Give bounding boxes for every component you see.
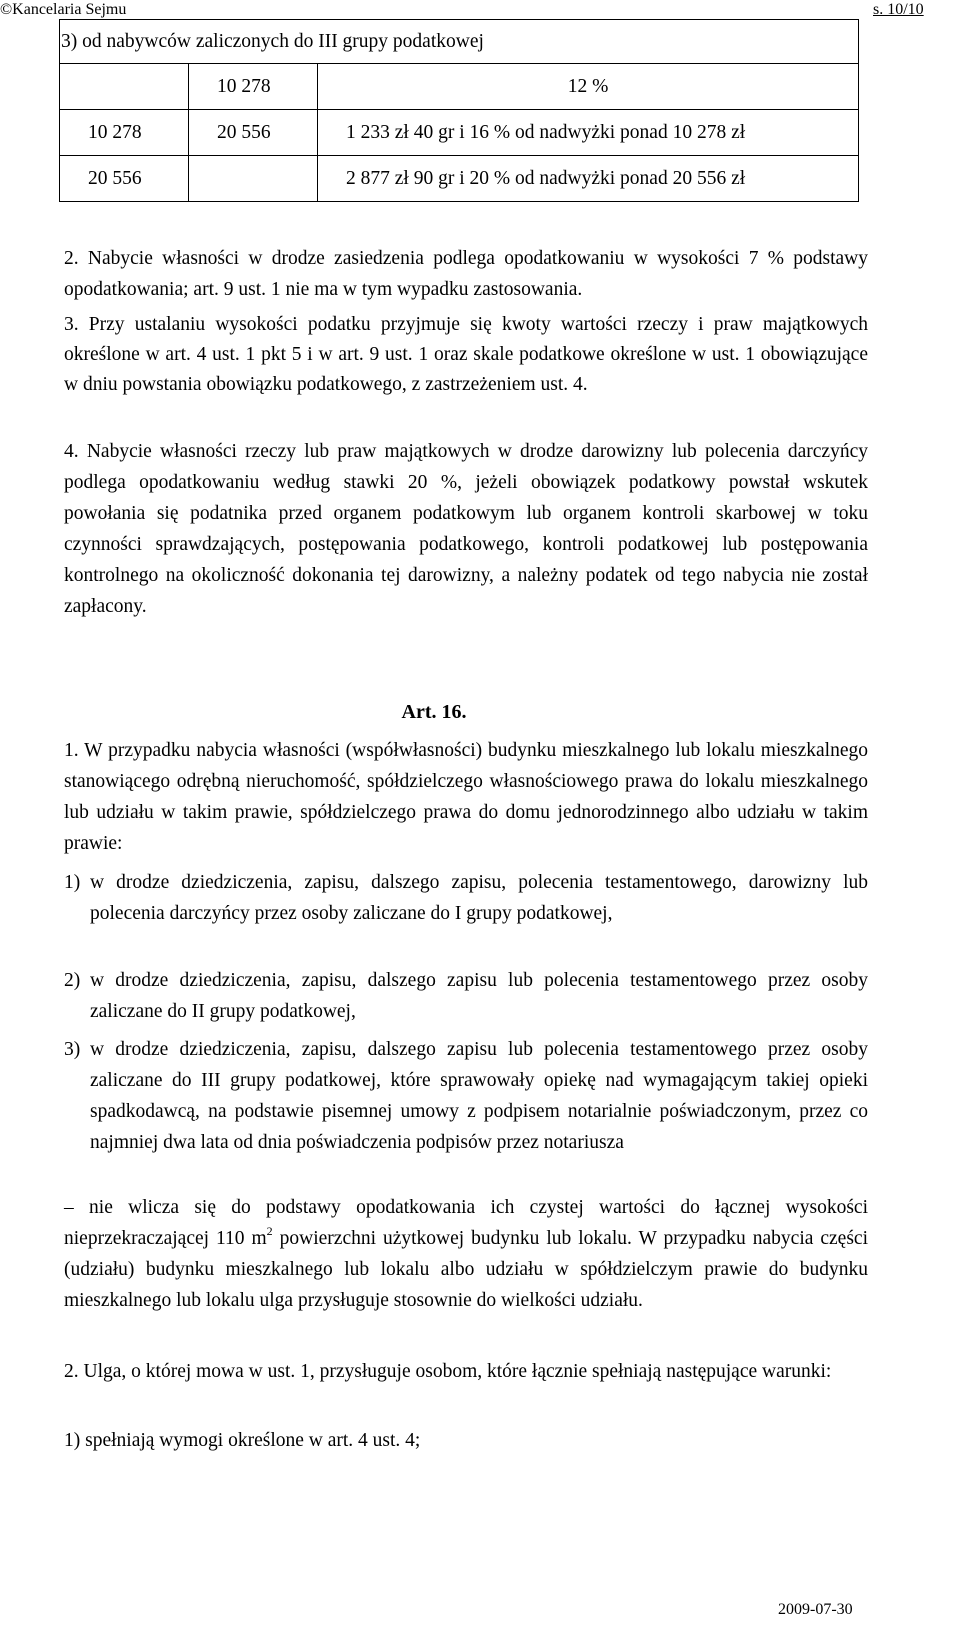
table-cell-to: 10 278 bbox=[189, 64, 318, 110]
list-item-text: w drodze dziedziczenia, zapisu, dalszego zapisu lub polecenia testamentowego przez osoby zaliczane do III grupy podatkowej, które sprawowały opiekę nad wymagającym takiej opieki spadkodawcą, na podstawie pisemnej umowy z podpisem notarialnie poświadczonym, przez co najmniej dwa lata od dnia poświadczenia podpisów przez notariusza bbox=[90, 1039, 868, 1153]
list-item bbox=[64, 965, 868, 1027]
page-number-text: s. 10/10 bbox=[873, 1, 924, 18]
footer-date: 2009-07-30 bbox=[778, 1601, 853, 1618]
article-heading: Art. 16. bbox=[401, 701, 467, 723]
list-item bbox=[64, 867, 868, 929]
list-item-number: 2) bbox=[64, 970, 81, 991]
superscript-two: 2 bbox=[266, 1224, 273, 1238]
article-16-ust-2: 2. Ulga, o której mowa w ust. 1, przysługuje osobom, które łącznie spełniają następujące warunki: bbox=[64, 1361, 832, 1382]
paragraph-ust-4: 4. Nabycie własności rzeczy lub praw majątkowych w drodze darowizny lub polecenia darczyńcy podlega opodatkowaniu według stawki 20 %, jeżeli obowiązek podatkowy powstał wskutek powołania się podatnika przed organem podatkowym lub organem kontroli skarbowej w toku czynności sprawdzających, postępowania podatkowego, kontroli podatkowej lub postępowania kontrolnego na okoliczność dokonania tej darowizny, a należny podatek od tego nabycia nie został zapłacony. bbox=[64, 441, 868, 617]
header-copyright: ©Kancelaria Sejmu bbox=[0, 1, 127, 18]
article-16-ust-1: 1. W przypadku nabycia własności (współwłasności) budynku mieszkalnego lub lokalu mieszkalnego stanowiącego odrębną nieruchomość, spółdzielczego własnościowego prawa do lokalu mieszkalnego lub udziału w takim prawie, spółdzielczego prawa do domu jednorodzinnego albo udziału w takim prawie: bbox=[64, 740, 868, 854]
table-cell-to bbox=[189, 156, 318, 202]
table-cell-from: 10 278 bbox=[60, 110, 189, 156]
list-item-text: w drodze dziedziczenia, zapisu, dalszego zapisu, polecenia testamentowego, darowizny lub polecenia darczyńcy przez osoby zaliczane do I grupy podatkowej, bbox=[90, 872, 868, 924]
table-cell-tax: 1 233 zł 40 gr i 16 % od nadwyżki ponad 10 278 zł bbox=[318, 110, 859, 156]
tax-table-title: 3) od nabywców zaliczonych do III grupy podatkowej bbox=[60, 20, 859, 64]
tax-scale-table bbox=[59, 19, 859, 202]
ust-2-item-1: 1) spełniają wymogi określone w art. 4 ust. 4; bbox=[64, 1430, 421, 1451]
list-item bbox=[64, 1034, 868, 1158]
list-item-text: w drodze dziedziczenia, zapisu, dalszego zapisu lub polecenia testamentowego przez osoby zaliczane do II grupy podatkowej, bbox=[90, 970, 868, 1022]
table-cell-from: 20 556 bbox=[60, 156, 189, 202]
list-item-number: 3) bbox=[64, 1039, 81, 1060]
table-row bbox=[60, 64, 859, 110]
table-cell-from bbox=[60, 64, 189, 110]
header-page-number bbox=[873, 0, 924, 20]
table-row bbox=[60, 156, 859, 202]
table-cell-tax: 2 877 zł 90 gr i 20 % od nadwyżki ponad 20 556 zł bbox=[318, 156, 859, 202]
dash-clause-text: – nie wlicza się do podstawy opodatkowania ich czystej wartości do łącznej wysokości nieprzekraczającej 110 m bbox=[64, 1197, 868, 1249]
dash-clause-continuation: powierzchni użytkowej budynku lub lokalu. W przypadku nabycia części (udziału) budynku mieszkalnego lub lokalu albo udziału w spółdzielczym prawie do budynku mieszkalnego lub lokalu ulga przysługuje stosownie do wielkości udziału. bbox=[64, 1228, 868, 1311]
paragraph-ust-3: 3. Przy ustalaniu wysokości podatku przyjmuje się kwoty wartości rzeczy i praw majątkowych określone w art. 4 ust. 1 pkt 5 i w art. 9 ust. 1 oraz skale podatkowe określone w ust. 1 obowiązujące w dniu powstania obowiązku podatkowego, z zastrzeżeniem ust. 4. bbox=[64, 314, 868, 395]
table-cell-tax: 12 % bbox=[318, 64, 859, 110]
table-cell-to: 20 556 bbox=[189, 110, 318, 156]
dash-clause bbox=[64, 1192, 868, 1316]
list-item-number: 1) bbox=[64, 872, 81, 893]
paragraph-ust-2: 2. Nabycie własności w drodze zasiedzenia podlega opodatkowaniu w wysokości 7 % podstawy opodatkowania; art. 9 ust. 1 nie ma w tym wypadku zastosowania. bbox=[64, 248, 868, 300]
table-row bbox=[60, 110, 859, 156]
